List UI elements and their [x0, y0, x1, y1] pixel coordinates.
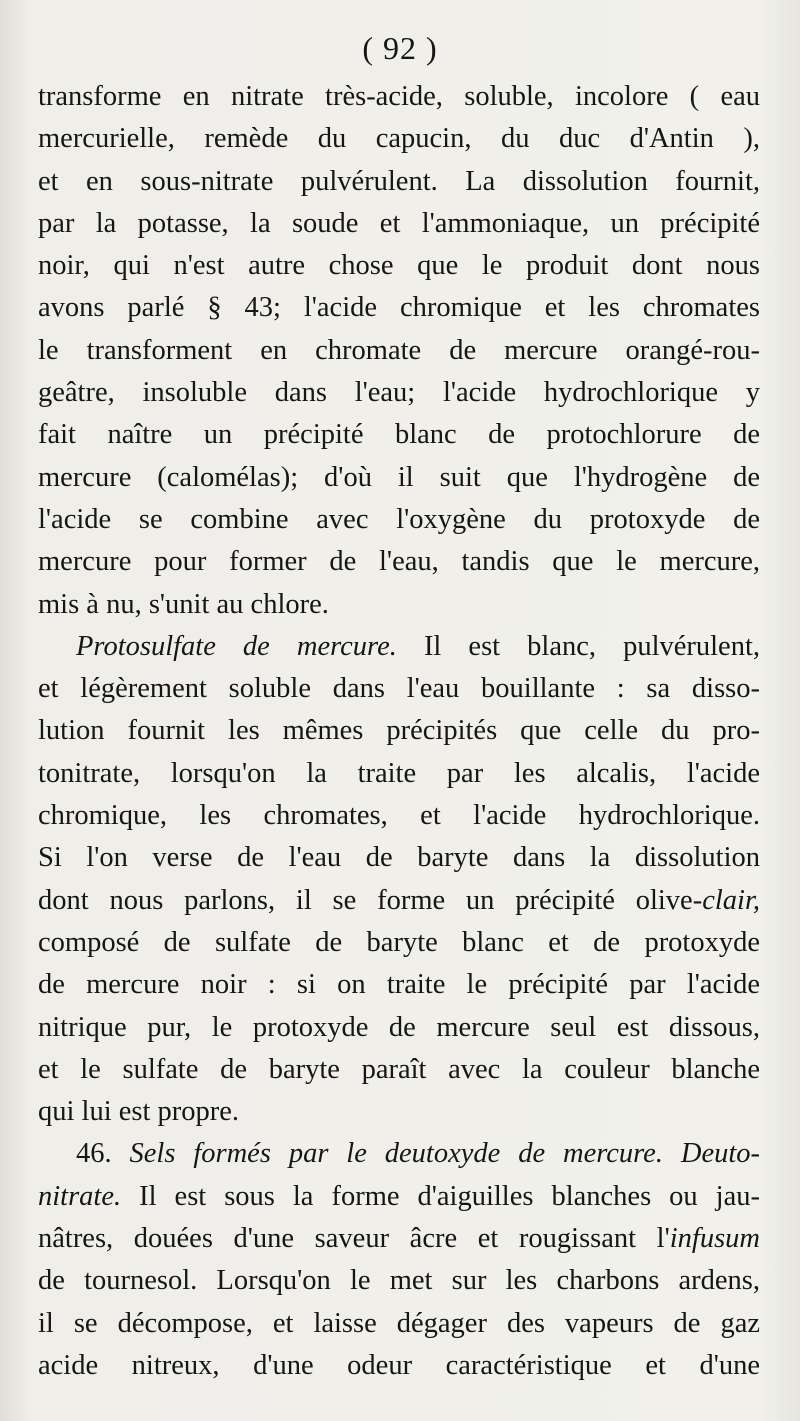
text-line: lution fournit les mêmes précipités que celle du pro-: [38, 715, 760, 747]
text-line: et légèrement soluble dans l'eau bouillante : sa disso-: [38, 673, 760, 705]
text-line: transforme en nitrate très-acide, soluble, incolore ( eau: [38, 81, 760, 112]
body-text: [38, 76, 760, 1387]
section-number: 46.: [76, 1138, 130, 1170]
section-heading: Protosulfate de mercure.: [76, 630, 397, 662]
text-line: et le sulfate de baryte paraît avec la couleur blanche: [38, 1053, 760, 1085]
text-line: composé de sulfate de baryte blanc et de protoxyde: [38, 926, 760, 958]
text-line: [38, 1133, 760, 1175]
text-line: Si l'on verse de l'eau de baryte dans la dissolution: [38, 842, 760, 874]
text-line: mercure (calomélas); d'où il suit que l'hydrogène de: [38, 461, 760, 493]
text-line: fait naître un précipité blanc de protochlorure de: [38, 419, 760, 451]
text-line: nitrique pur, le protoxyde de mercure seul est dissous,: [38, 1011, 760, 1043]
text-line: dont nous parlons, il se forme un précipité olive-clair,: [38, 884, 760, 916]
text-line: il se décompose, et laisse dégager des vapeurs de gaz: [38, 1307, 760, 1339]
text-line: le transforment en chromate de mercure orangé-rou-: [38, 334, 760, 366]
text-line: de tournesol. Lorsqu'on le met sur les charbons ardens,: [38, 1265, 760, 1297]
text-line: mercure pour former de l'eau, tandis que le mercure,: [38, 546, 760, 578]
text-line: acide nitreux, d'une odeur caractéristique et d'une: [38, 1349, 760, 1381]
text-line: mercurielle, remède du capucin, du duc d'Antin ),: [38, 123, 760, 155]
text-line: avons parlé § 43; l'acide chromique et les chromates: [38, 292, 760, 324]
text-line: qui lui est propre.: [38, 1096, 240, 1128]
text-line: nitrate. Il est sous la forme d'aiguilles blanches ou jau-: [38, 1180, 760, 1212]
text-line: mis à nu, s'unit au chlore.: [38, 588, 329, 620]
text-line: de mercure noir : si on traite le précipité par l'acide: [38, 969, 760, 1001]
text-line: noir, qui n'est autre chose que le produit dont nous: [38, 250, 760, 282]
text-line: geâtre, insoluble dans l'eau; l'acide hydrochlorique y: [38, 377, 760, 409]
text-line: Protosulfate de mercure. Il est blanc, pulvérulent,: [76, 630, 760, 662]
page-number: ( 92 ): [362, 30, 438, 66]
text-line: chromique, les chromates, et l'acide hydrochlorique.: [38, 800, 760, 832]
text-line: nâtres, douées d'une saveur âcre et rougissant l'infusum: [38, 1223, 760, 1255]
text-line: par la potasse, la soude et l'ammoniaque, un précipité: [38, 207, 760, 239]
text-line: l'acide se combine avec l'oxygène du protoxyde de: [38, 503, 760, 535]
text-line: et en sous-nitrate pulvérulent. La dissolution fournit,: [38, 165, 760, 197]
section-heading: Sels formés par le deutoxyde de mercure. Deuto-: [129, 1138, 760, 1170]
text-line: tonitrate, lorsqu'on la traite par les alcalis, l'acide: [38, 757, 760, 789]
